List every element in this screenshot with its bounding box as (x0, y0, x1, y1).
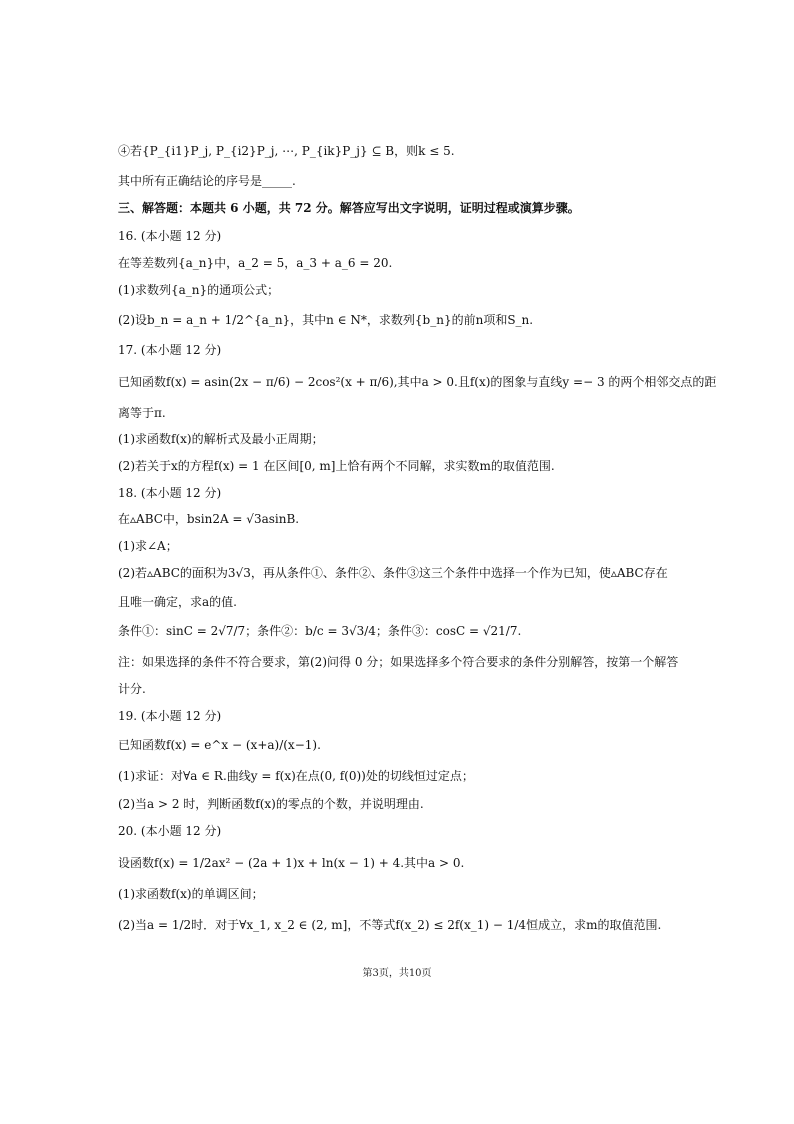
question-20-part2: (2)当a = 1/2时．对于∀x_1, x_2 ∈ (2, m]，不等式f(x_2) ≤ 2f(x_1) − 1/4恒成立，求m的取值范围. (118, 918, 662, 932)
section-heading: 三、解答题：本题共 6 小题，共 72 分。解答应写出文字说明，证明过程或演算步骤。 (118, 201, 580, 215)
question-16-stem: 在等差数列{a_n}中，a_2 = 5，a_3 + a_6 = 20. (118, 256, 393, 270)
question-18-note-cont: 计分. (118, 682, 146, 696)
question-17-part2: (2)若关于x的方程f(x) = 1 在区间[0, m]上恰有两个不同解，求实数m的取值范围. (118, 459, 555, 473)
question-16-header: 16. (本小题 12 分) (118, 229, 222, 243)
question-20-header: 20. (本小题 12 分) (118, 824, 222, 838)
question-18-part2-cont: 且唯一确定，求a的值. (118, 595, 237, 609)
question-17-stem: 已知函数f(x) = asin(2x − π/6) − 2cos²(x + π/6),其中a > 0.且f(x)的图象与直线y =− 3 的两个相邻交点的距 (118, 375, 717, 389)
question-17-header: 17. (本小题 12 分) (118, 343, 222, 357)
question-20-stem: 设函数f(x) = 1/2ax² − (2a + 1)x + ln(x − 1) + 4.其中a > 0. (118, 856, 465, 870)
question-19-part1: (1)求证：对∀a ∈ R.曲线y = f(x)在点(0, f(0))处的切线恒过定点； (118, 769, 474, 783)
question-18-stem: 在▵ABC中，bsin2A = √3asinB. (118, 512, 300, 526)
question-19-part2: (2)当a > 2 时，判断函数f(x)的零点的个数，并说明理由. (118, 797, 424, 811)
question-19-header: 19. (本小题 12 分) (118, 709, 222, 723)
line-q15-item4: ④若{P_{i1}P_j, P_{i2}P_j, ⋯, P_{ik}P_j} ⊆ B，则k ≤ 5. (118, 144, 455, 158)
question-18-part2: (2)若▵ABC的面积为3√3，再从条件①、条件②、条件③这三个条件中选择一个作为已知，使▵ABC存在 (118, 566, 668, 580)
question-16-part1: (1)求数列{a_n}的通项公式； (118, 283, 280, 297)
question-20-part1: (1)求函数f(x)的单调区间； (118, 887, 264, 901)
question-19-stem: 已知函数f(x) = e^x − (x+a)/(x−1). (118, 738, 321, 752)
question-17-part1: (1)求函数f(x)的解析式及最小正周期； (118, 432, 324, 446)
question-17-stem-cont: 离等于π. (118, 406, 166, 420)
question-18-note: 注：如果选择的条件不符合要求，第(2)问得 0 分；如果选择多个符合要求的条件分别解答，按第一个解答 (118, 655, 679, 669)
line-q15-blank: 其中所有正确结论的序号是_____. (118, 174, 296, 188)
question-18-part1: (1)求∠A； (118, 539, 178, 553)
page-footer: 第3页，共10页 (362, 968, 432, 979)
question-18-conditions: 条件①：sinC = 2√7/7；条件②：b/c = 3√3/4；条件③：cosC = √21/7. (118, 624, 522, 638)
question-16-part2: (2)设b_n = a_n + 1/2^{a_n}，其中n ∈ N*，求数列{b_n}的前n项和S_n. (118, 313, 534, 327)
question-18-header: 18. (本小题 12 分) (118, 486, 222, 500)
